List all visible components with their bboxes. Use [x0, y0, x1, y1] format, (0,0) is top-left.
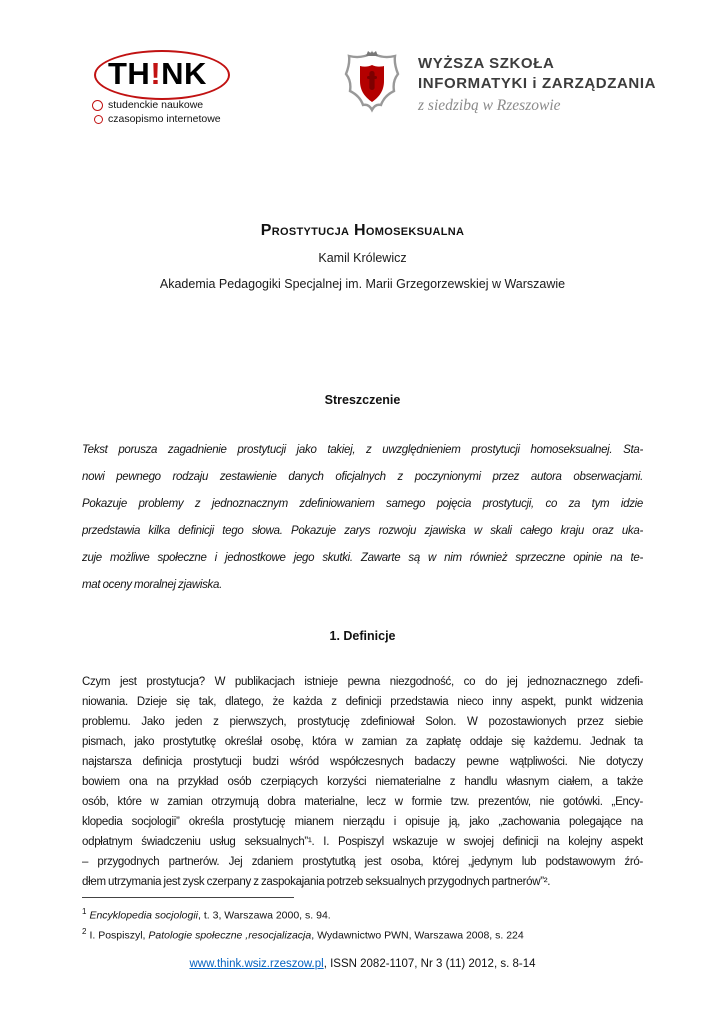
text-line: mat oceny moralnej zjawiska.	[82, 579, 222, 591]
text-line: odpłatnym świadczeniu usług seksualnych”¹. I. Pospiszyl wskazuje w swojej definicji na kolejny aspekt	[82, 836, 643, 848]
footnote-2-author: I. Pospiszyl,	[89, 929, 149, 942]
think-subtitle-line2: czasopismo internetowe	[108, 113, 221, 125]
text-line: najstarsza definicja prostytucji budzi wśród współczesnych badaczy pewne wątpliwości. Nie dotyczy	[82, 756, 643, 768]
university-location-line: z siedzibą w Rzeszowie	[418, 96, 561, 114]
text-line: problemu. Jako jeden z pierwszych, prostytucję zdefiniował Solon. W pozostawionych przez siebie	[82, 716, 643, 728]
footnote-1	[82, 904, 643, 924]
footnote-2-title: Patologie społeczne ,resocjalizacja	[148, 929, 312, 942]
text-line: dłem utrzymania jest zysk czerpany z zaspokajania potrzeb seksualnych przygodnych partnerów”².	[82, 876, 551, 888]
thought-bubble-oval-icon	[94, 50, 230, 100]
text-line: nowi pewnego rodzaju zestawienie danych oficjalnych z poczynionymi przez autora obserwacjami.	[82, 471, 643, 483]
section-heading: 1. Definicje	[329, 629, 396, 643]
author-name: Kamil Królewicz	[318, 251, 407, 265]
think-wordmark	[92, 50, 262, 92]
text-line: – przygodnych partnerów. Jej zdaniem prostytutką jest osoba, której „jedynym lub podstawowym źró-	[82, 856, 643, 868]
footer-issn-text: , ISSN 2082-1107, Nr 3 (11) 2012, s. 8-14	[323, 958, 536, 970]
text-line: Tekst porusza zagadnienie prostytucji jako takiej, z uwzględnieniem prostytucji homoseksualnej. Sta-	[82, 444, 643, 456]
body-paragraph	[82, 672, 643, 892]
article-title: Prostytucja Homoseksualna	[260, 222, 465, 239]
text-line: zuje możliwe społeczne i jednostkowe jego skutki. Zawarte są w nim również sprzeczne opinie na te-	[82, 552, 643, 564]
text-line: przedstawia kilka definicji tego słowa. Pokazuje zarys rozwoju zjawiska w skali całego kraju oraz uka-	[82, 525, 643, 537]
text-line: Pokazuje problemy z jednoznacznym zdefiniowaniem samego pojęcia prostytucji, co za tym idzie	[82, 498, 643, 510]
think-exclamation: !	[150, 56, 162, 91]
university-name	[418, 54, 656, 115]
think-subtitle-line1: studenckie naukowe	[108, 99, 204, 111]
text-line: osób, które w zamian otrzymują dobra materialne, lecz w formie tzw. prezentów, nie gotówki. „Ency-	[82, 796, 643, 808]
think-word-prefix: TH	[108, 56, 151, 91]
text-line: Czym jest prostytucja? W publikacjach istnieje pewna niezgodność, co do jej jednoznacznego zdefi-	[82, 676, 643, 688]
text-line: niowania. Dzieje się tak, dlatego, że każda z definicji przedstawia nieco inny aspekt, punkt widzenia	[82, 696, 643, 708]
page-footer	[0, 958, 725, 970]
university-name-line1: WYŻSZA SZKOŁA	[418, 54, 555, 72]
footnote-1-rest: , t. 3, Warszawa 2000, s. 94.	[198, 909, 331, 922]
footnote-2-marker: 2	[82, 927, 87, 936]
footer-link[interactable]: www.think.wsiz.rzeszow.pl	[189, 958, 324, 970]
author-affiliation: Akademia Pedagogiki Specjalnej im. Marii Grzegorzewskiej w Warszawie	[159, 277, 566, 291]
footnote-separator-rule	[82, 897, 294, 898]
footnote-1-title: Encyklopedia socjologii	[89, 909, 199, 922]
text-line: klopedia socjologii” określa prostytucję mianem nierządu i opisuje ją, jako „zachowania polegające na	[82, 816, 643, 828]
text-line: pismach, jako prostytutkę określał osobę, która w zamian za zapłatę oddaje się każdemu. Jednak ta	[82, 736, 643, 748]
footnote-2-rest: , Wydawnictwo PWN, Warszawa 2008, s. 224	[311, 929, 524, 942]
think-journal-logo	[92, 50, 262, 127]
text-line: bowiem ona na przykład osób czerpiących korzyści niematerialne z handlu własnym ciałem, a także	[82, 776, 643, 788]
abstract-paragraph	[82, 437, 643, 599]
think-logo-subtitle	[92, 99, 262, 125]
footnote-2	[82, 924, 643, 944]
footnote-1-marker: 1	[82, 907, 87, 916]
university-name-line2: INFORMATYKI i ZARZĄDZANIA	[418, 74, 657, 92]
abstract-heading: Streszczenie	[324, 393, 401, 407]
university-crest-icon	[340, 46, 404, 122]
university-logo	[340, 46, 656, 122]
thought-bubble-circle-icon	[94, 115, 103, 124]
thought-bubble-circle-icon	[92, 100, 103, 111]
think-word-suffix: NK	[161, 56, 207, 91]
